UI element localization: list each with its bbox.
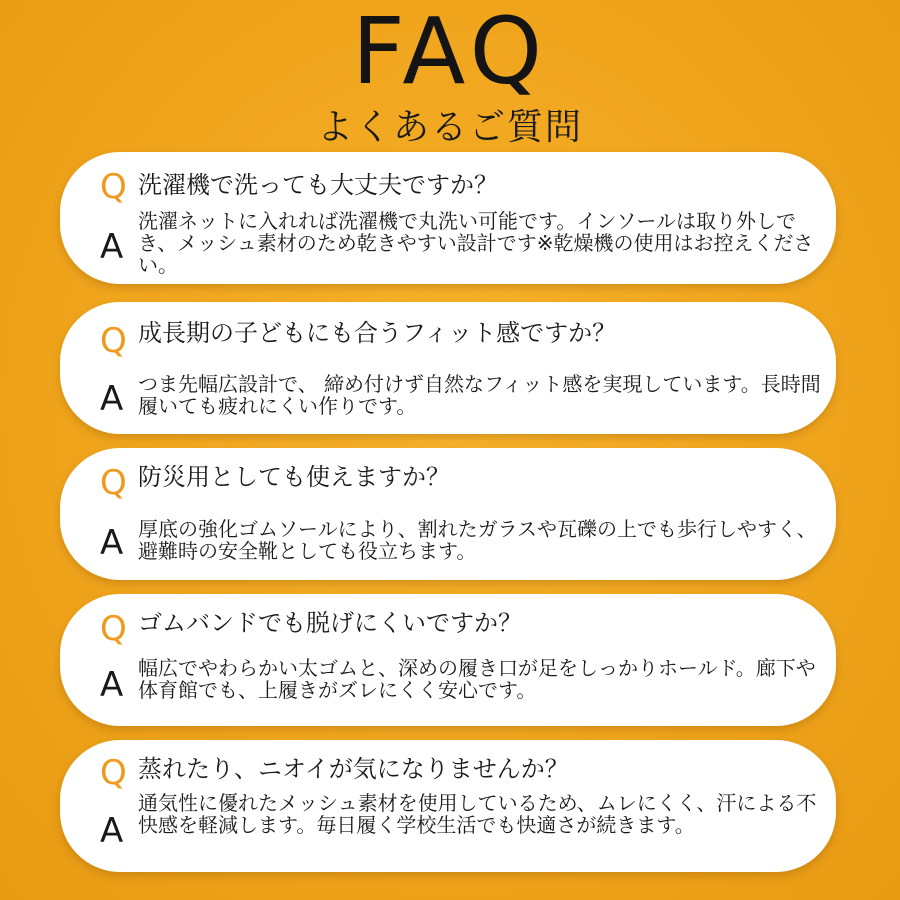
question-mark-icon: Q — [100, 463, 127, 503]
answer-mark-icon: A — [100, 227, 124, 267]
page-subtitle: よくあるご質問 — [316, 107, 583, 148]
faq-question: 成長期の子どもにも合うフィット感ですか？ — [138, 319, 617, 347]
answer-mark-icon: A — [100, 523, 124, 563]
faq-answer: 幅広でやわらかい太ゴムと、深めの履き口が足をしっかりホールド。廊下や体育館でも、上履きがズレにくく安心です。 — [138, 656, 816, 702]
answer-mark-icon: A — [100, 379, 124, 419]
faq-question: 洗濯機で洗っても大丈夫ですか？ — [138, 171, 498, 199]
faq-card — [60, 152, 836, 284]
faq-answer: 洗濯ネットに入れれば洗濯機で丸洗い可能です。インソールは取り外しでき、メッシュ素材のため乾きやすい設計です※乾燥機の使用はお控えください。 — [138, 209, 814, 277]
question-mark-icon: Q — [100, 753, 127, 793]
faq-card — [60, 740, 836, 872]
answer-mark-icon: A — [100, 811, 124, 851]
faq-answer: 厚底の強化ゴムソールにより、割れたガラスや瓦礫の上でも歩行しやすく、避難時の安全靴としても役立ちます。 — [138, 517, 817, 563]
faq-question: 蒸れたり、ニオイが気になりませんか？ — [138, 755, 569, 783]
faq-question: ゴムバンドでも脱げにくいですか？ — [138, 609, 522, 637]
page-title: FAQ — [351, 0, 549, 105]
question-mark-icon: Q — [100, 321, 127, 361]
faq-question: 防災用としても使えますか？ — [138, 463, 450, 491]
faq-card — [60, 302, 836, 434]
faq-answer: 通気性に優れたメッシュ素材を使用しているため、ムレにくく、汗による不快感を軽減します。毎日履く学校生活でも快適さが続きます。 — [138, 791, 817, 837]
faq-card — [60, 448, 836, 580]
question-mark-icon: Q — [100, 609, 127, 649]
question-mark-icon: Q — [100, 167, 127, 207]
faq-answer: つま先幅広設計で、 締め付けず自然なフィット感を実現しています。長時間履いても疲れにくい作りです。 — [138, 372, 821, 418]
faq-card — [60, 594, 836, 726]
answer-mark-icon: A — [100, 665, 124, 705]
